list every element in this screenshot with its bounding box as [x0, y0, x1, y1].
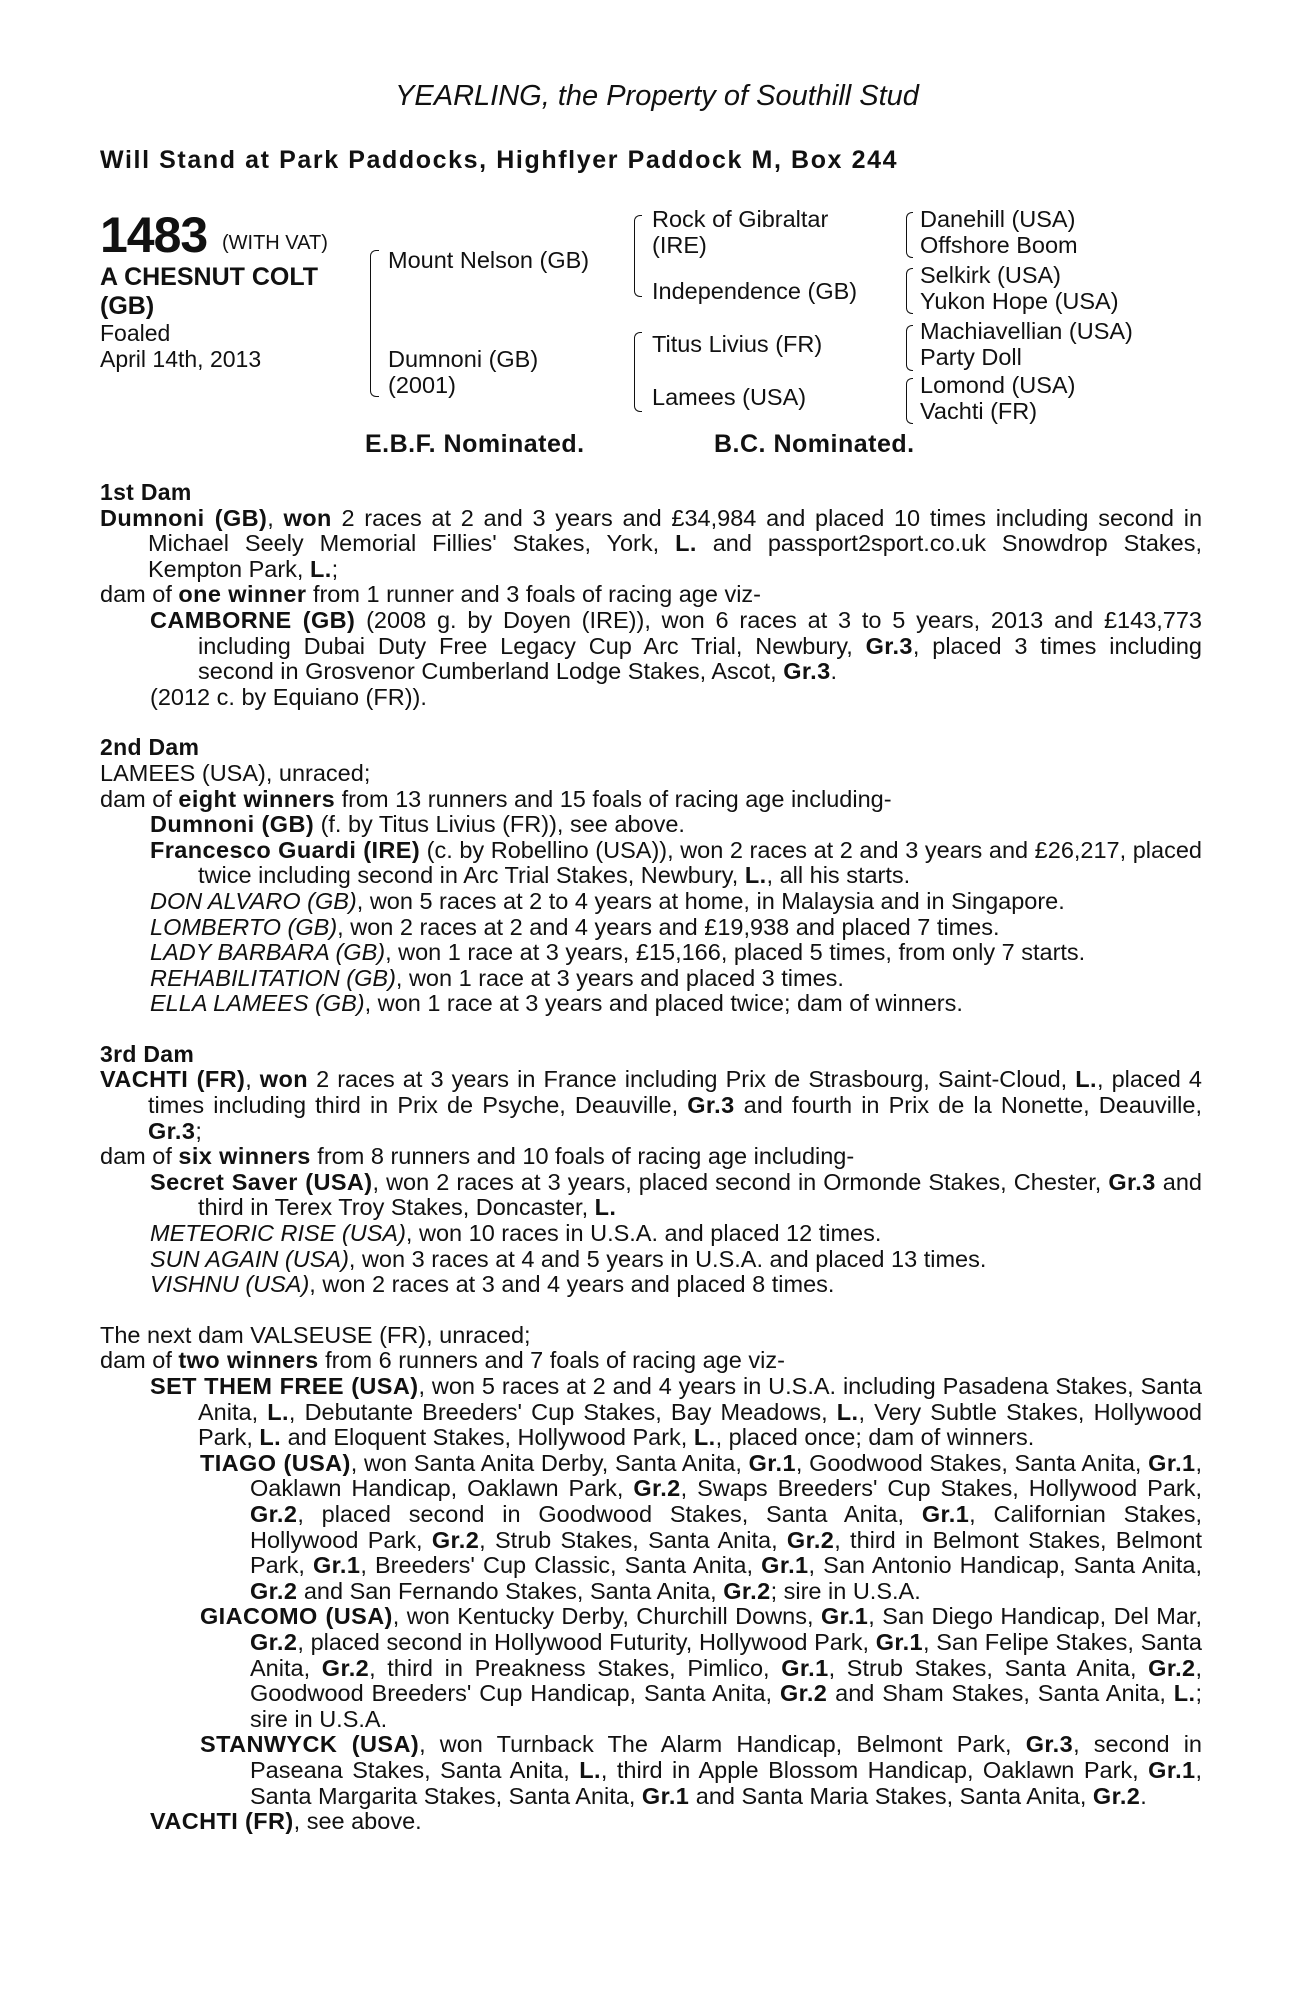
section-heading: 1st Dam	[100, 479, 192, 505]
lot-description: A CHESNUT COLT (GB)	[100, 263, 319, 320]
section-heading: 2nd Dam	[100, 734, 200, 761]
section-heading: 3rd Dam	[100, 1040, 195, 1067]
pedigree-brace	[906, 325, 913, 371]
progeny-entry: (2012 c. by Equiano (FR)).	[150, 683, 427, 710]
progeny-entry: CAMBORNE (GB) (2008 g. by Doyen (IRE)), won 6 races at 3 to 5 years, 2013 and £143,773 including Dubai Duty Free Legacy Cup Arc Trial, Newbury, Gr.3, placed 3 times including second in Grosvenor Cumberland Lodge Stakes, Ascot, Gr.3.	[150, 606, 1203, 685]
progeny-entry: LOMBERTO (GB), won 2 races at 2 and 4 years and £19,938 and placed 7 times.	[150, 913, 1000, 940]
dam-of-line: dam of eight winners from 13 runners and 15 foals of racing age including-	[100, 785, 892, 812]
dam-entry: The next dam VALSEUSE (FR), unraced;	[100, 1321, 531, 1348]
pedigree-dam-sire: Titus Livius (FR)	[652, 331, 823, 357]
progeny-entry: REHABILITATION (GB), won 1 race at 3 years and placed 3 times.	[150, 964, 844, 991]
pedigree-ggs-2: Selkirk (USA) Yukon Hope (USA)	[920, 262, 1119, 314]
pedigree-sire-sire: Rock of Gibraltar (IRE)	[652, 206, 829, 258]
foaled-date: April 14th, 2013	[100, 346, 262, 372]
foaled-label: Foaled	[100, 320, 171, 346]
catalogue-body	[100, 480, 1202, 1835]
location-line: Will Stand at Park Paddocks, Highflyer Paddock M, Box 244	[100, 146, 899, 174]
ebf-nomination: E.B.F. Nominated.	[365, 430, 585, 458]
progeny-entry: LADY BARBARA (GB), won 1 race at 3 years, £15,166, placed 5 times, from only 7 starts.	[150, 939, 1086, 966]
vat-note: (WITH VAT)	[222, 232, 328, 254]
pedigree-ggs-3: Machiavellian (USA) Party Doll	[920, 318, 1133, 370]
progeny-entry: TIAGO (USA), won Santa Anita Derby, Santa Anita, Gr.1, Goodwood Stakes, Santa Anita, Gr.1, Oaklawn Handicap, Oaklawn Park, Gr.2, Swaps Breeders' Cup Stakes, Hollywood Park, Gr.2, placed second in Goodwood Stakes, Santa Anita, Gr.1, Californian Stakes, Hollywood Park, Gr.2, Strub Stakes, Santa Anita, Gr.2, third in Belmont Stakes, Belmont Park, Gr.1, Breeders' Cup Classic, Santa Anita, Gr.1, San Antonio Handicap, Santa Anita, Gr.2 and San Fernando Stakes, Santa Anita, Gr.2; sire in U.S.A.	[200, 1449, 1203, 1604]
dam-of-line: dam of one winner from 1 runner and 3 foals of racing age viz-	[100, 581, 761, 608]
dam-entry: LAMEES (USA), unraced;	[100, 759, 371, 786]
pedigree-brace	[634, 332, 642, 412]
progeny-entry: GIACOMO (USA), won Kentucky Derby, Churchill Downs, Gr.1, San Diego Handicap, Del Mar, Gr.2, placed second in Hollywood Futurity, Hollywood Park, Gr.1, San Felipe Stakes, Santa Anita, Gr.2, third in Preakness Stakes, Pimlico, Gr.1, Strub Stakes, Santa Anita, Gr.2, Goodwood Breeders' Cup Handicap, Santa Anita, Gr.2 and Sham Stakes, Santa Anita, L.; sire in U.S.A.	[200, 1603, 1203, 1732]
lot-number: 1483	[100, 207, 208, 263]
pedigree-brace	[906, 268, 913, 314]
progeny-entry: SET THEM FREE (USA), won 5 races at 2 and 4 years in U.S.A. including Pasadena Stakes, Santa Anita, L., Debutante Breeders' Cup Stakes, Bay Meadows, L., Very Subtle Stakes, Hollywood Park, L. and Eloquent Stakes, Hollywood Park, L., placed once; dam of winners.	[150, 1373, 1202, 1451]
pedigree-brace	[370, 250, 379, 397]
pedigree-sire-dam: Independence (GB)	[652, 278, 858, 304]
dam-of-line: dam of two winners from 6 runners and 7 foals of racing age viz-	[100, 1347, 785, 1374]
progeny-entry: SUN AGAIN (USA), won 3 races at 4 and 5 years in U.S.A. and placed 13 times.	[150, 1245, 987, 1272]
pedigree-ggs-4: Lomond (USA) Vachti (FR)	[920, 372, 1076, 424]
progeny-entry: DON ALVARO (GB), won 5 races at 2 to 4 years at home, in Malaysia and in Singapore.	[150, 887, 1065, 914]
pedigree-dam-dam: Lamees (USA)	[652, 384, 807, 410]
progeny-entry: Dumnoni (GB) (f. by Titus Livius (FR)), see above.	[150, 811, 685, 838]
dam-entry: VACHTI (FR), won 2 races at 3 years in France including Prix de Strasbourg, Saint-Cloud, L., placed 4 times including third in Prix de Psyche, Deauville, Gr.3 and fourth in Prix de la Nonette, Deauville, Gr.3;	[100, 1066, 1202, 1144]
pedigree-ggs-1: Danehill (USA) Offshore Boom	[920, 206, 1078, 258]
dam-entry: Dumnoni (GB), won 2 races at 2 and 3 years and £34,984 and placed 10 times including second in Michael Seely Memorial Fillies' Stakes, York, L. and passport2sport.co.uk Snowdrop Stakes, Kempton Park, L.;	[100, 504, 1203, 582]
progeny-entry: ELLA LAMEES (GB), won 1 race at 3 years and placed twice; dam of winners.	[150, 990, 963, 1017]
progeny-entry: VACHTI (FR), see above.	[150, 1808, 422, 1835]
progeny-entry: STANWYCK (USA), won Turnback The Alarm Handicap, Belmont Park, Gr.3, second in Paseana Stakes, Santa Anita, L., third in Apple Blossom Handicap, Oaklawn Park, Gr.1, Santa Margarita Stakes, Santa Anita, Gr.1 and Santa Maria Stakes, Santa Anita, Gr.2.	[200, 1731, 1202, 1809]
page-title: YEARLING, the Property of Southill Stud	[395, 80, 919, 112]
progeny-entry: METEORIC RISE (USA), won 10 races in U.S.A. and placed 12 times.	[150, 1220, 882, 1247]
pedigree-sire: Mount Nelson (GB)	[388, 247, 590, 273]
pedigree-brace	[634, 215, 642, 297]
bc-nomination: B.C. Nominated.	[714, 430, 915, 458]
pedigree-dam: Dumnoni (GB) (2001)	[388, 346, 539, 398]
progeny-entry: Francesco Guardi (IRE) (c. by Robellino (USA)), won 2 races at 2 and 3 years and £26,217, placed twice including second in Arc Trial Stakes, Newbury, L., all his starts.	[150, 836, 1202, 889]
dam-of-line: dam of six winners from 8 runners and 10 foals of racing age including-	[100, 1143, 855, 1170]
pedigree-brace	[906, 378, 913, 424]
progeny-entry: Secret Saver (USA), won 2 races at 3 years, placed second in Ormonde Stakes, Chester, Gr.3 and third in Terex Troy Stakes, Doncaster, L.	[150, 1168, 1202, 1221]
progeny-entry: VISHNU (USA), won 2 races at 3 and 4 years and placed 8 times.	[150, 1271, 835, 1298]
pedigree-brace	[906, 212, 913, 258]
